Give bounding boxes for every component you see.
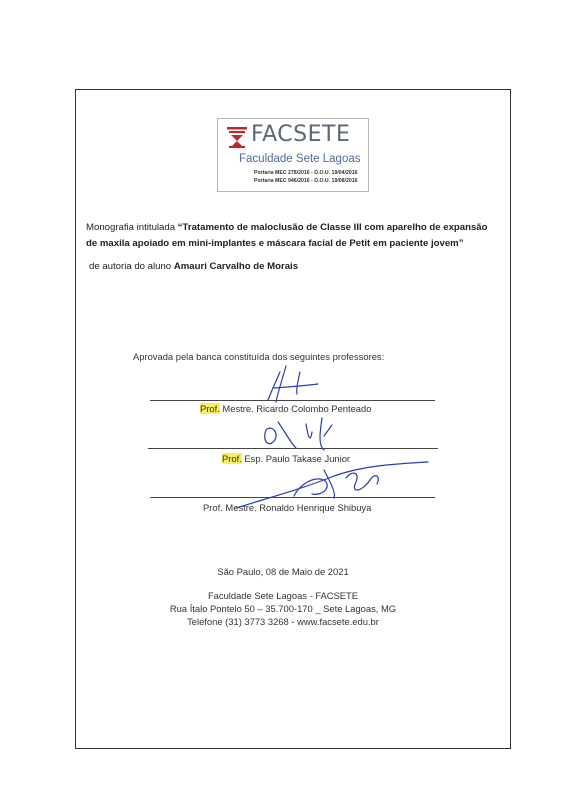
professor-name: Mestre. Ronaldo Henrique Shibuya	[222, 502, 372, 513]
approval-text: Aprovada pela banca constituída dos seguintes professores:	[133, 351, 385, 362]
professor-title: Prof.	[222, 453, 242, 464]
footer-date: São Paulo, 08 de Maio de 2021	[217, 566, 349, 577]
author-name: Amauri Carvalho de Morais	[173, 261, 299, 272]
logo-portaria-1: Portaria MEC 278/2016 - D.O.U. 19/04/2016	[254, 170, 358, 176]
footer-contact: Telefone (31) 3773 3268 - www.facsete.edu.br	[187, 616, 379, 627]
monograph-prefix: Monografia intitulada	[86, 222, 178, 233]
footer-address: Rua Ítalo Pontelo 50 – 35.700-170 _ Sete Lagoas, MG	[169, 603, 397, 614]
signature-2	[265, 418, 332, 450]
professor-title: Prof.	[200, 403, 220, 414]
professor-name: Esp. Paulo Takase Junior	[241, 453, 351, 464]
logo-portaria-2: Portaria MEC 946/2016 - D.O.U. 19/08/2016	[254, 178, 358, 184]
signature-3	[236, 462, 428, 508]
monograph-title: “Tratamento de maloclusão de Classe III com aparelho de expansão de maxila apoiado em mini-implantes e máscara facial de Petit em paciente jovem”	[86, 222, 488, 249]
logo-name: FACSETE	[251, 122, 351, 147]
professor-title: Prof.	[203, 502, 223, 513]
footer-institution: Faculdade Sete Lagoas - FACSETE	[207, 590, 359, 601]
logo-tagline: Faculdade Sete Lagoas	[239, 153, 361, 165]
professor-name: Mestre. Ricardo Colombo Penteado	[219, 403, 372, 414]
author-prefix: de autoria do aluno	[89, 261, 174, 272]
signature-1	[268, 366, 318, 402]
